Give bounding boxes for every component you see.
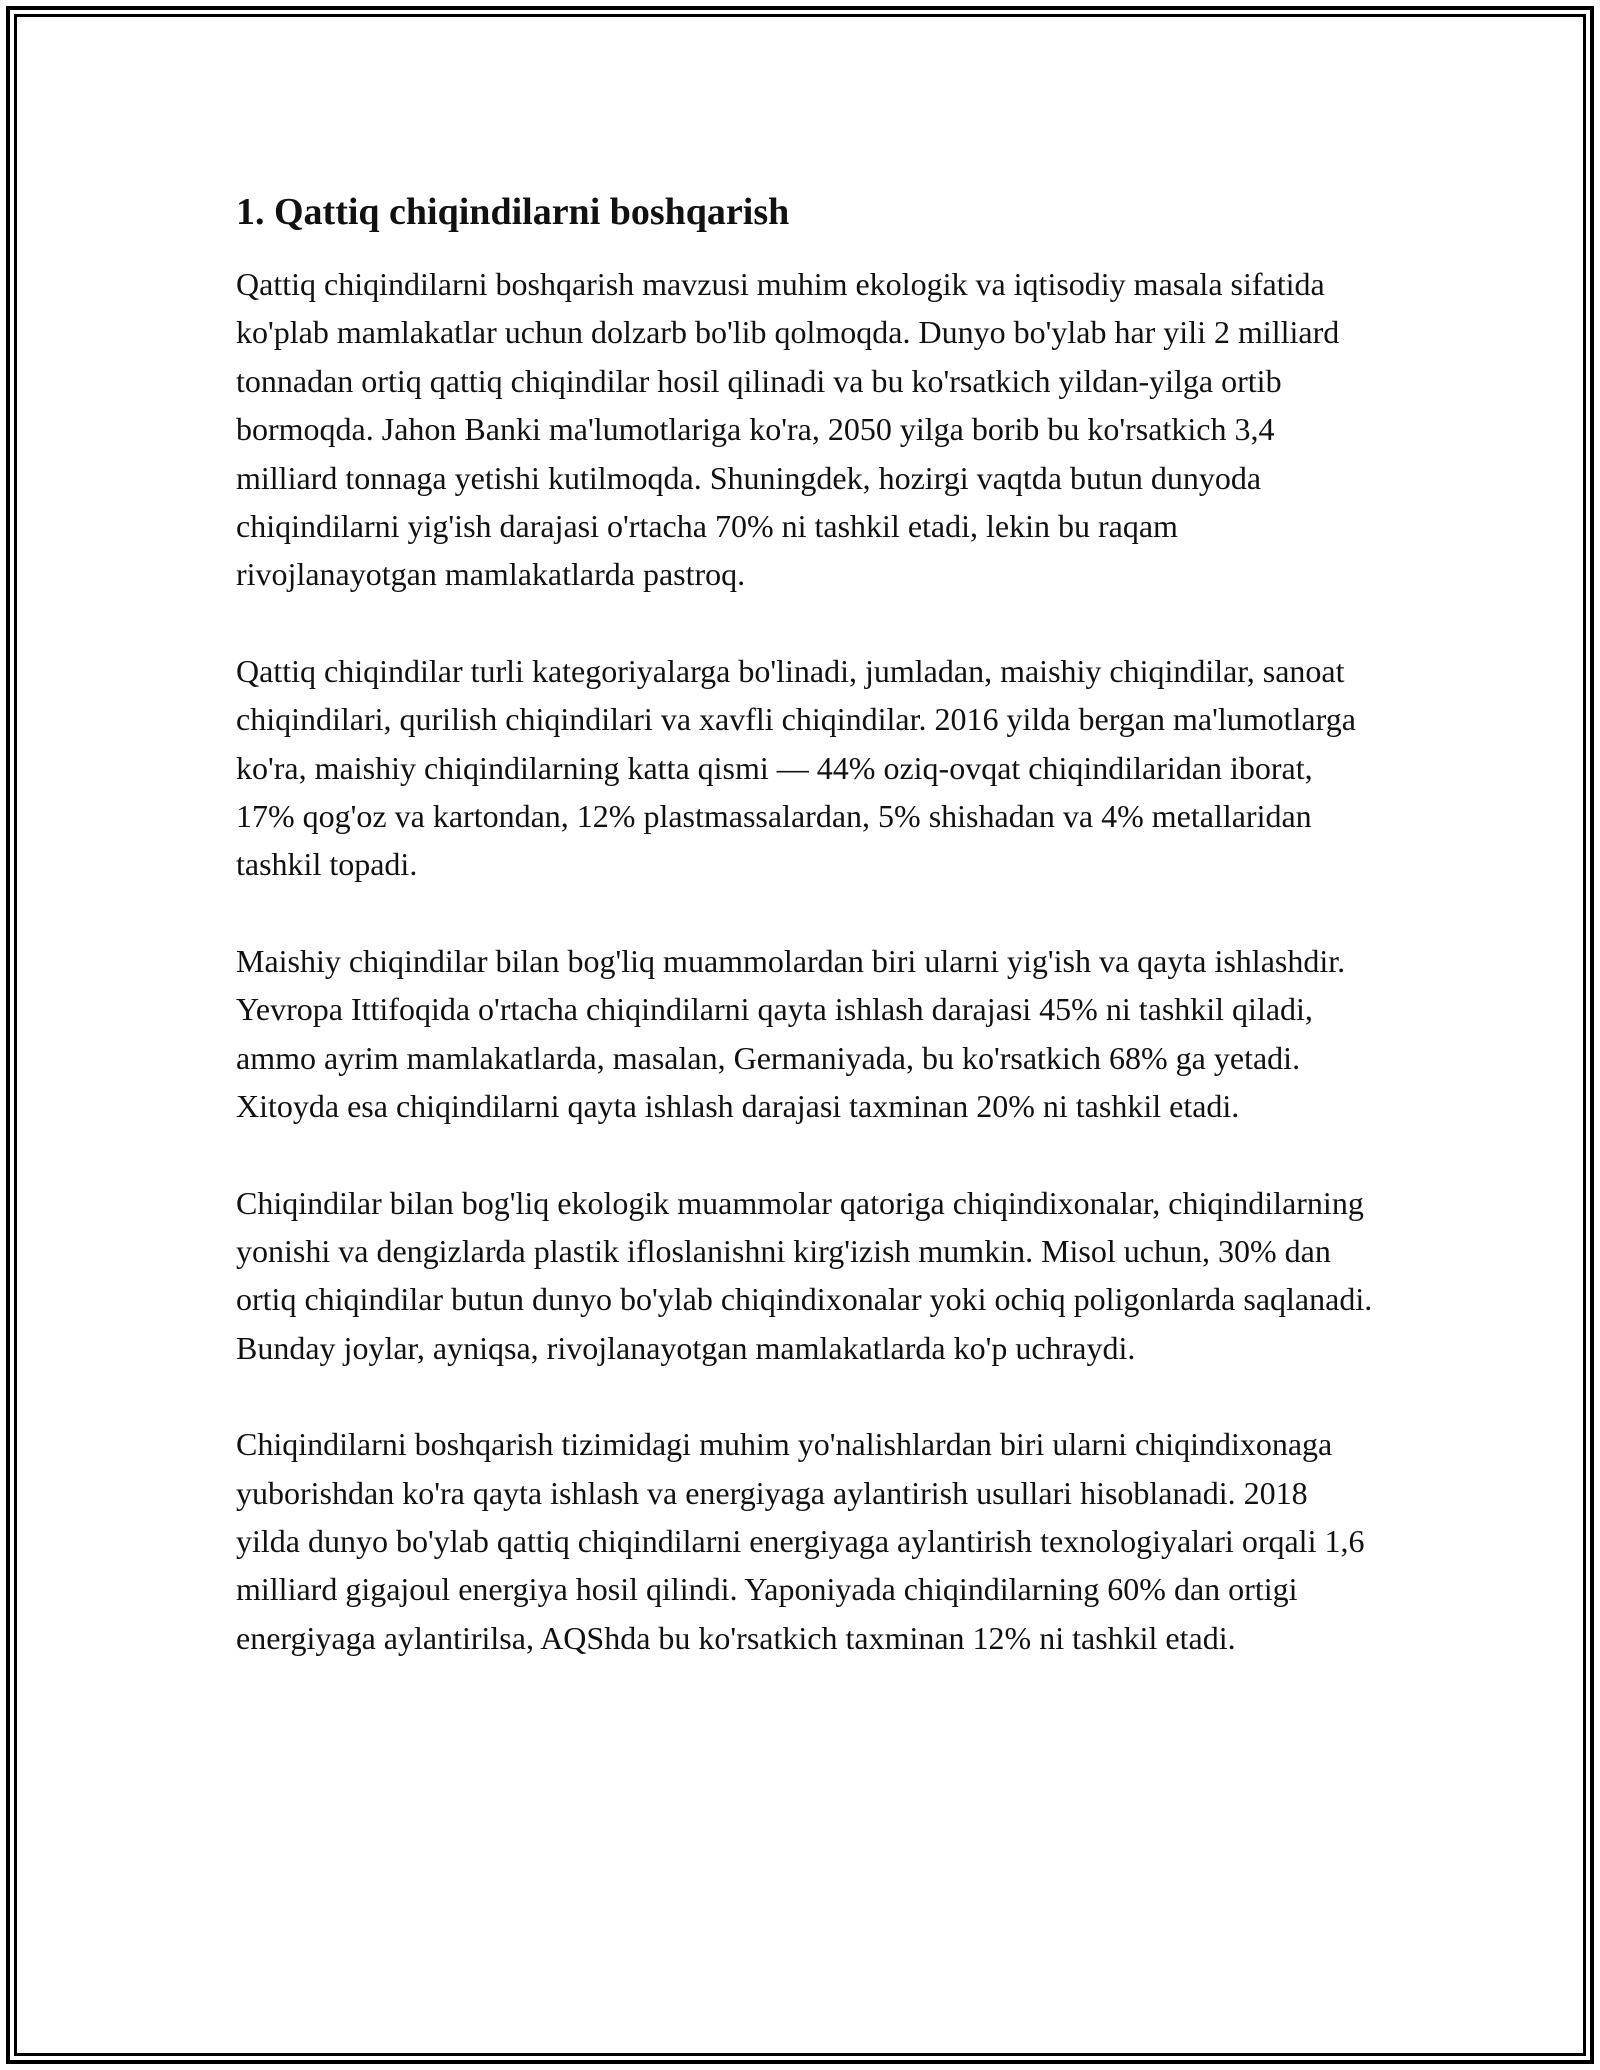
paragraph-2: Qattiq chiqindilar turli kategoriyalarga bo'linadi, jumladan, maishiy chiqindilar, sanoat chiqindilari, qurilish chiqindilari va xavfli chiqindilar. 2016 yilda bergan ma'lumotlarga ko'ra, maishiy chiqindilarning katta qismi — 44% oziq-ovqat chiqindilaridan iborat, 17% qog'oz va kartondan, 12% plastmassalardan, 5% shishadan va 4% metallaridan tashkil topadi.: [236, 652, 1356, 883]
paragraph-4: Chiqindilar bilan bog'liq ekologik muammolar qatoriga chiqindixonalar, chiqindilarning yonishi va dengizlarda plastik ifloslanishni kirg'izish mumkin. Misol uchun, 30% dan ortiq chiqindilar butun dunyo bo'ylab chiqindixonalar yoki ochiq poligonlarda saqlanadi. Bunday joylar, ayniqsa, rivojlanayotgan mamlakatlarda ko'p uchraydi.: [236, 1184, 1373, 1366]
paragraph-5: Chiqindilarni boshqarish tizimidagi muhim yo'nalishlardan biri ularni chiqindixonaga yuborishdan ko'ra qayta ishlash va energiyaga aylantirish usullari hisoblanadi. 2018 yilda dunyo bo'ylab qattiq chiqindilarni energiyaga aylantirish texnologiyalari orqali 1,6 milliard gigajoul energiya hosil qilindi. Yaponiyada chiqindilarning 60% dan ortigi energiyaga aylantirilsa, AQShda bu ko'rsatkich taxminan 12% ni tashkil etadi.: [236, 1426, 1365, 1656]
document-body: [236, 188, 1376, 1710]
paragraph-3: Maishiy chiqindilar bilan bog'liq muammolardan biri ularni yig'ish va qayta ishlashdir. Yevropa Ittifoqida o'rtacha chiqindilarni qayta ishlash darajasi 45% ni tashkil qiladi, ammo ayrim mamlakatlarda, masalan, Germaniyada, bu ko'rsatkich 68% ga yetadi. Xitoyda esa chiqindilarni qayta ishlash darajasi taxminan 20% ni tashkil etadi.: [236, 942, 1346, 1125]
paragraph-1: Qattiq chiqindilarni boshqarish mavzusi muhim ekologik va iqtisodiy masala sifatida ko'plab mamlakatlar uchun dolzarb bo'lib qolmoqda. Dunyo bo'ylab har yili 2 milliard tonnadan ortiq qattiq chiqindilar hosil qilinadi va bu ko'rsatkich yildan-yilga ortib bormoqda. Jahon Banki ma'lumotlariga ko'ra, 2050 yilga borib bu ko'rsatkich 3,4 milliard tonnaga yetishi kutilmoqda. Shuningdek, hozirgi vaqtda butun dunyoda chiqindilarni yig'ish darajasi o'rtacha 70% ni tashkil etadi, lekin bu raqam rivojlanayotgan mamlakatlarda pastroq.: [236, 266, 1340, 593]
section-heading: 1. Qattiq chiqindilarni boshqarish: [236, 191, 790, 233]
